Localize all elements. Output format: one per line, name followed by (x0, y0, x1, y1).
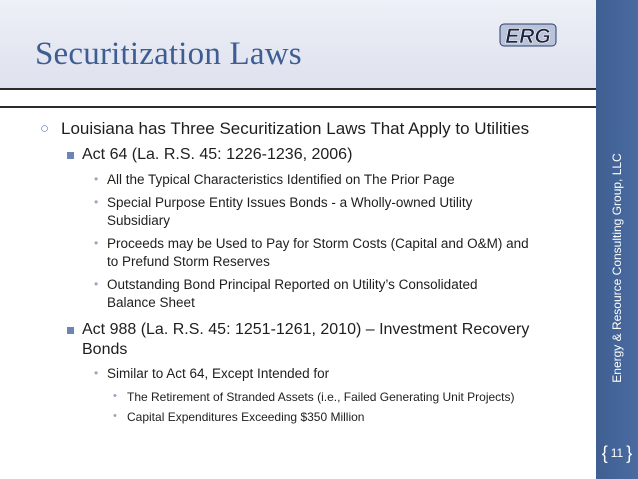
dot-bullet-icon: • (94, 195, 99, 209)
erg-logo-graphic (496, 20, 560, 50)
right-bracket-icon: } (626, 443, 633, 463)
dot-bullet-icon: • (94, 366, 99, 380)
logo-text: ERG (505, 25, 551, 48)
dot-bullet-icon: • (94, 277, 99, 291)
act64-item-1: All the Typical Characteristics Identified on The Prior Page (107, 172, 455, 187)
dot-bullet-icon: • (94, 236, 99, 250)
left-bracket-icon: { (601, 443, 608, 463)
slide-title: Securitization Laws (35, 36, 302, 72)
act64-item-3-line2: to Prefund Storm Reserves (107, 254, 270, 269)
sidebar-text-wrap (596, 0, 638, 479)
dot-bullet-icon: • (94, 172, 99, 186)
title-divider (0, 88, 596, 108)
act988-subitem-2: Capital Expenditures Exceeding $350 Million (127, 410, 365, 424)
square-bullet-icon (67, 327, 74, 334)
act64-item-3-line1: Proceeds may be Used to Pay for Storm Costs (Capital and O&M) and (107, 236, 529, 251)
dot-bullet-icon: • (113, 390, 117, 402)
act64-heading: Act 64 (La. R.S. 45: 1226-1236, 2006) (82, 146, 353, 163)
square-bullet-icon (67, 152, 74, 159)
circle-bullet-icon: ○ (40, 120, 50, 137)
act64-item-4-line1: Outstanding Bond Principal Reported on Utility’s Consolidated (107, 277, 478, 292)
level1-bullet-text: Louisiana has Three Securitization Laws That Apply to Utilities (61, 119, 530, 138)
page-number (600, 443, 634, 463)
page-number-value: 11 (610, 446, 624, 460)
company-name: Energy & Resource Consulting Group, LLC (610, 153, 624, 383)
dot-bullet-icon: • (113, 410, 117, 422)
act988-subitem-1: The Retirement of Stranded Assets (i.e., Failed Generating Unit Projects) (127, 390, 515, 404)
act64-item-2-line1: Special Purpose Entity Issues Bonds - a Wholly-owned Utility (107, 195, 473, 210)
act988-sub: Similar to Act 64, Except Intended for (107, 366, 330, 381)
act988-heading-line1: Act 988 (La. R.S. 45: 1251-1261, 2010) – Investment Recovery (82, 321, 530, 338)
act64-item-4-line2: Balance Sheet (107, 295, 195, 310)
act988-heading-line2: Bonds (82, 341, 128, 358)
act64-item-2-line2: Subsidiary (107, 213, 171, 228)
erg-logo (496, 20, 560, 50)
